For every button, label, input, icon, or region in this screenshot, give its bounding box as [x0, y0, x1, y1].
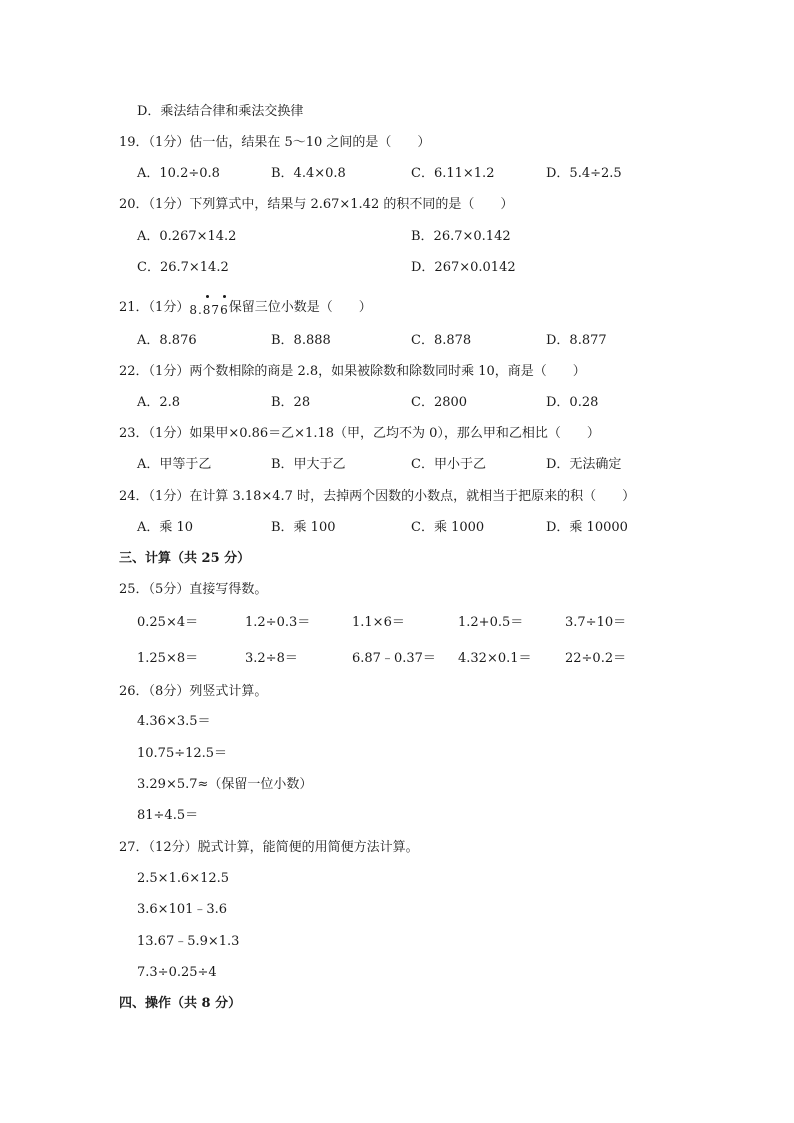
q27-item: 7.3÷0.25÷4 — [137, 965, 217, 980]
q19-option-b: B．4.4×0.8 — [271, 166, 346, 181]
q21-option-a: A．8.876 — [137, 333, 197, 348]
q25-item: 3.2÷8＝ — [245, 651, 298, 666]
q22-option-c: C．2800 — [411, 395, 468, 410]
q26-item: 10.75÷12.5＝ — [137, 746, 228, 761]
q24-option-b: B．乘 100 — [271, 520, 336, 535]
q20-option-a: A．0.267×14.2 — [137, 229, 237, 244]
q21-option-d: D．8.877 — [546, 333, 607, 348]
repeating-decimal — [189, 303, 228, 317]
q21-option-b: B．8.888 — [271, 333, 331, 348]
q19-option-a: A．10.2÷0.8 — [137, 166, 220, 181]
q27-item: 2.5×1.6×12.5 — [137, 871, 230, 886]
section-3-heading: 三、计算（共 25 分） — [119, 551, 251, 566]
q22-option-b: B．28 — [271, 395, 311, 410]
repeat-dot-icon — [206, 295, 209, 298]
repeating-digit-middle: 7 — [211, 303, 221, 317]
q25-item: 22÷0.2＝ — [565, 651, 627, 666]
q24-option-c: C．乘 1000 — [411, 520, 485, 535]
q27-stem: 27．（12分）脱式计算，能简便的用简便方法计算。 — [119, 840, 419, 855]
q20-option-d: D．267×0.0142 — [411, 260, 516, 275]
q27-item: 3.6×101﹣3.6 — [137, 902, 228, 917]
q25-item: 1.2÷0.3＝ — [245, 615, 311, 630]
q21-suffix: 保留三位小数是（ ） — [228, 300, 372, 315]
q22-option-d: D．0.28 — [546, 395, 599, 410]
q19-option-c: C．6.11×1.2 — [411, 166, 495, 181]
q21-option-c: C．8.878 — [411, 333, 472, 348]
q20-option-c: C．26.7×14.2 — [137, 260, 229, 275]
q25-item: 1.25×8＝ — [137, 651, 199, 666]
repeating-digit-end: 6 — [220, 301, 229, 319]
q23-option-b: B．甲大于乙 — [271, 457, 346, 472]
q25-item: 1.1×6＝ — [352, 615, 405, 630]
q20-stem: 20．（1分）下列算式中，结果与 2.67×1.42 的积不同的是（ ） — [119, 197, 514, 212]
q25-item: 0.25×4＝ — [137, 615, 199, 630]
q18-option-d: D．乘法结合律和乘法交换律 — [137, 104, 304, 119]
repeating-decimal-integer: 8. — [189, 303, 203, 317]
q26-item: 3.29×5.7≈（保留一位小数） — [137, 777, 313, 792]
q26-item: 4.36×3.5＝ — [137, 714, 211, 729]
q22-stem: 22．（1分）两个数相除的商是 2.8，如果被除数和除数同时乘 10，商是（ ） — [119, 364, 586, 379]
q26-item: 81÷4.5＝ — [137, 808, 199, 823]
q25-item: 6.87﹣0.37＝ — [352, 651, 436, 666]
q19-option-d: D．5.4÷2.5 — [546, 166, 622, 181]
q24-option-a: A．乘 10 — [137, 520, 194, 535]
q19-stem: 19．（1分）估一估，结果在 5～10 之间的是（ ） — [119, 135, 431, 150]
q21-prefix: 21．（1分） — [119, 300, 190, 315]
q25-stem: 25．（5分）直接写得数。 — [119, 582, 268, 597]
q23-option-c: C．甲小于乙 — [411, 457, 486, 472]
q22-option-a: A．2.8 — [137, 395, 181, 410]
q23-option-a: A．甲等于乙 — [137, 457, 212, 472]
q25-item: 3.7÷10＝ — [565, 615, 627, 630]
repeat-dot-icon — [223, 295, 226, 298]
q24-stem: 24．（1分）在计算 3.18×4.7 时，去掉两个因数的小数点，就相当于把原来的积（ ） — [119, 489, 636, 504]
q25-item: 1.2+0.5＝ — [458, 615, 524, 630]
q27-item: 13.67﹣5.9×1.3 — [137, 934, 240, 949]
q25-item: 4.32×0.1＝ — [458, 651, 532, 666]
q24-option-d: D．乘 10000 — [546, 520, 628, 535]
section-4-heading: 四、操作（共 8 分） — [119, 996, 242, 1011]
q21-stem — [119, 298, 372, 317]
repeating-digit-start: 8 — [203, 301, 212, 319]
q23-stem: 23．（1分）如果甲×0.86＝乙×1.18（甲，乙均不为 0），那么甲和乙相比（ ） — [119, 426, 600, 441]
q23-option-d: D．无法确定 — [546, 457, 622, 472]
q26-stem: 26．（8分）列竖式计算。 — [119, 684, 268, 699]
q20-option-b: B．26.7×0.142 — [411, 229, 511, 244]
